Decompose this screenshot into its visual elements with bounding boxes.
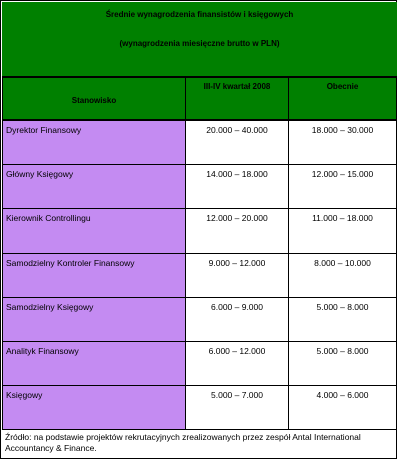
table-cell-text: 5.000 – 7.000 [211, 390, 263, 400]
table-cell-text: 4.000 – 6.000 [316, 390, 369, 400]
table-cell-text: 6.000 – 9.000 [211, 302, 263, 312]
table-cell-text: Samodzielny Księgowy [6, 302, 94, 312]
header-now: Obecnie [288, 77, 397, 120]
table-cell-text: 20.000 – 40.000 [206, 125, 268, 135]
table-cell-position [2, 164, 186, 209]
table-cell-text: 12.000 – 15.000 [311, 169, 374, 179]
table-cell-text: 14.000 – 18.000 [206, 169, 268, 179]
table-cell-position [2, 208, 186, 254]
table-cell-q2008 [185, 120, 289, 165]
table-subtitle: (wynagrodzenia miesięczne brutto w PLN) [119, 39, 280, 48]
table-cell-text: Księgowy [6, 390, 43, 400]
table-cell-position [2, 297, 186, 342]
header-position: Stanowisko [2, 77, 186, 120]
table-title: Średnie wynagrodzenia finansistów i księgowych [105, 10, 294, 19]
source-note: Źródło: na podstawie projektów rekrutacyjnych zrealizowanych przez zespół Antal International Accountancy & Finance. [2, 429, 397, 459]
table-cell-q2008 [185, 341, 289, 386]
table-cell-position [2, 120, 186, 165]
table-cell-now [288, 164, 397, 209]
table-cell-position [2, 385, 186, 430]
table-cell-q2008 [185, 297, 289, 342]
table-cell-now [288, 385, 397, 430]
table-cell-now [288, 120, 397, 165]
table-cell-text: 8.000 – 10.000 [314, 258, 371, 268]
table-cell-text: Samodzielny Kontroler Finansowy [6, 258, 135, 268]
table-cell-text: 18.000 – 30.000 [311, 125, 374, 135]
table-cell-position [2, 253, 186, 298]
table-cell-q2008 [185, 208, 289, 254]
table-title-block [2, 2, 397, 77]
table-cell-now [288, 297, 397, 342]
table-cell-text: 11.000 – 18.000 [312, 213, 373, 223]
table-cell-text: 12.000 – 20.000 [206, 213, 268, 223]
table-cell-q2008 [185, 385, 289, 430]
table-cell-text: 6.000 – 12.000 [208, 346, 266, 356]
table-cell-text: 5.000 – 8.000 [316, 302, 369, 312]
table-cell-now [288, 341, 397, 386]
table-cell-text: Kierownik Controllingu [6, 213, 91, 223]
table-cell-now [288, 208, 397, 254]
table-cell-q2008 [185, 253, 289, 298]
table-cell-q2008 [185, 164, 289, 209]
table-cell-text: 5.000 – 8.000 [316, 346, 369, 356]
table-cell-text: Główny Księgowy [6, 169, 74, 179]
table-cell-now [288, 253, 397, 298]
table-cell-position [2, 341, 186, 386]
table-cell-text: 9.000 – 12.000 [208, 258, 266, 268]
table-cell-text: Dyrektor Finansowy [6, 125, 82, 135]
header-q2008: III-IV kwartał 2008 [185, 77, 289, 120]
table-cell-text: Analityk Finansowy [6, 346, 79, 356]
